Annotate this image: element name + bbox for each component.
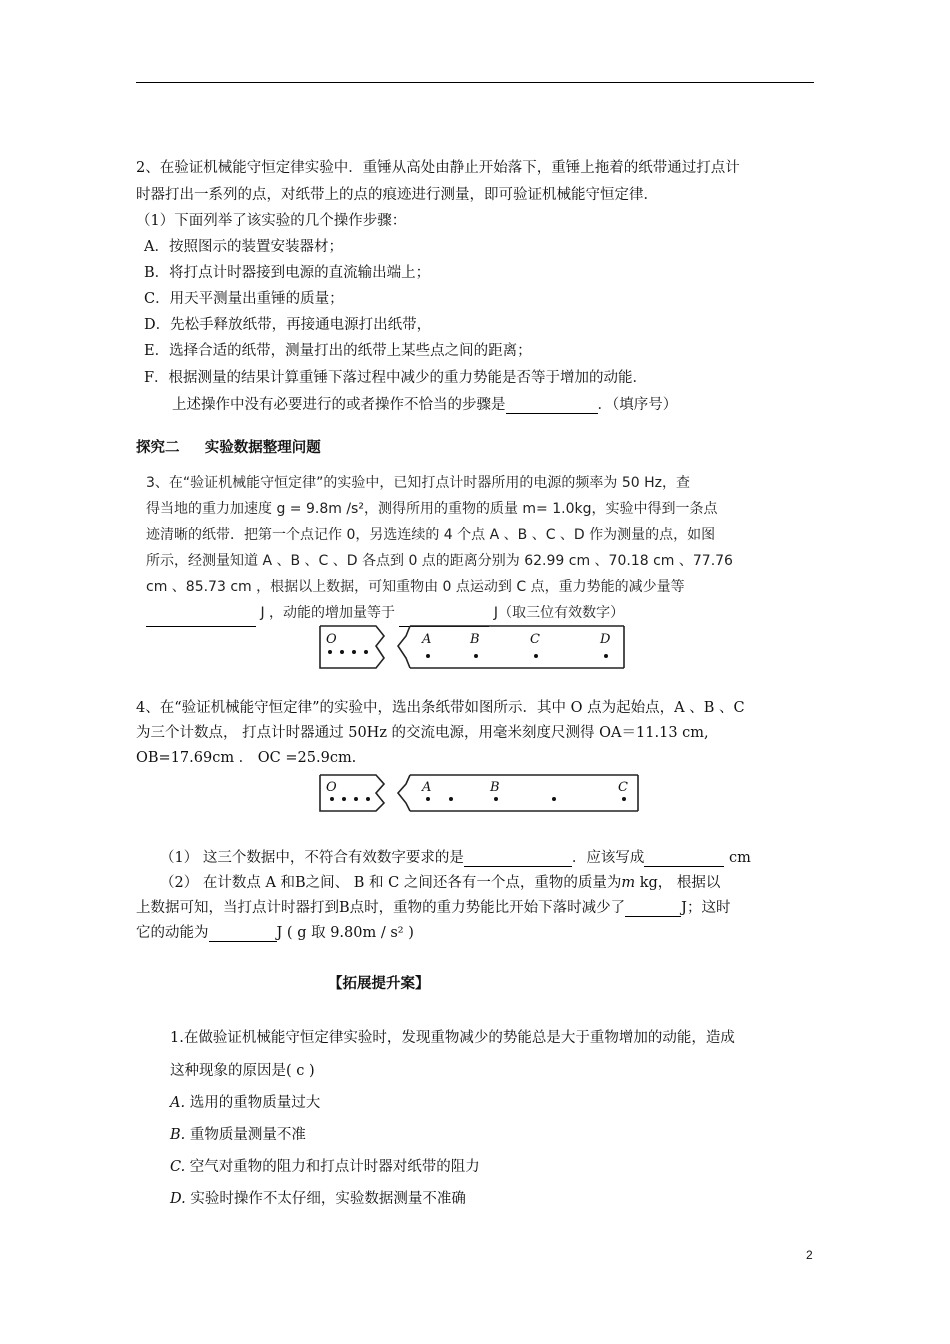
tape2-label-b: B	[490, 780, 500, 795]
q4-sub2-line1	[160, 871, 720, 892]
q4-sub2-line3-end: J ( g 取 9.80m / s² )	[276, 925, 414, 941]
q4-sub2-line2-text: 上数据可知，当打点计时器打到B点时，重物的重力势能比开始下落时减少了	[136, 900, 626, 916]
section-heading	[136, 436, 321, 457]
q2-step-a: A．按照图示的装置安装器材；	[144, 239, 343, 255]
ext-q1-line1: 1.在做验证机械能守恒定律实验时，发现重物减少的势能总是大于重物增加的动能，造成	[170, 1030, 735, 1046]
q2-step-d: D．先松手释放纸带，再接通电源打出纸带，	[144, 317, 432, 333]
tape-figure-2	[318, 773, 642, 813]
tape2-dot	[354, 797, 358, 801]
q4-line2: 为三个计数点， 打点计时器通过 50Hz 的交流电源，用毫米刻度尺测得 OA＝11.13 cm,	[136, 725, 709, 741]
tape1-label-b: B	[470, 632, 480, 647]
tape2-label-c: C	[618, 780, 628, 795]
section-title: 实验数据整理问题	[204, 440, 321, 456]
tape1-label-d: D	[600, 632, 611, 647]
ext-option-b	[170, 1123, 306, 1144]
tape1-dot-d	[604, 654, 608, 658]
q4-sub2-line2-end: J；这时	[681, 900, 731, 916]
ext-option-a-letter: A.	[170, 1095, 186, 1111]
q2-step-c: C．用天平测量出重锤的质量；	[144, 291, 344, 307]
tape1-label-c: C	[530, 632, 540, 647]
tape2-dot-c	[622, 797, 626, 801]
tape1-label-o: O	[326, 632, 337, 647]
q3-scanned-text	[146, 470, 786, 627]
q3-last-mid: J ，动能的增加量等于	[256, 605, 400, 621]
q3-blank-kinetic[interactable]	[399, 600, 489, 627]
q4-sub1-mid: ．应该写成	[571, 850, 645, 866]
q3-line: 所示，经测量知道 A 、B 、C 、D 各点到 0 点的距离分别为 62.99 cm 、70.18 cm 、77.76	[146, 553, 733, 569]
q4-line1: 4、在“验证机械能守恒定律”的实验中，选出条纸带如图所示．其中 O 点为起始点，A 、B 、C	[136, 700, 745, 716]
header-rule	[136, 82, 814, 83]
ext-option-a	[170, 1091, 320, 1112]
tape1-dot	[364, 650, 368, 654]
tape2-dot	[342, 797, 346, 801]
q4-sub1-text: （1） 这三个数据中，不符合有效数字要求的是	[160, 850, 464, 866]
tape-figure-1	[318, 624, 628, 670]
ext-option-b-letter: B.	[170, 1127, 186, 1143]
ext-option-c-text: 空气对重物的阻力和打点计时器对纸带的阻力	[189, 1159, 480, 1175]
tape2-dot	[449, 797, 453, 801]
q4-mass-symbol: m	[621, 875, 636, 891]
extension-title: 【拓展提升案】	[328, 976, 430, 992]
q2-question-end: ．（填序号）	[597, 397, 678, 413]
q3-line: 迹清晰的纸带．把第一个点记作 0，另选连续的 4 个点 A 、B 、C 、D 作为测量的点，如图	[146, 527, 716, 543]
ext-option-d-text: 实验时操作不太仔细，实验数据测量不准确	[190, 1191, 466, 1207]
tape1-label-a: A	[422, 632, 432, 647]
q2-step-e: E．选择合适的纸带，测量打出的纸带上某些点之间的距离；	[144, 343, 532, 359]
ext-option-a-text: 选用的重物质量过大	[189, 1095, 321, 1111]
q2-line2: 时器打出一系列的点，对纸带上的点的痕迹进行测量，即可验证机械能守恒定律．	[136, 187, 658, 203]
q4-sub2-line3-text: 它的动能为	[136, 925, 209, 941]
q4-sub2-line2	[136, 896, 730, 917]
tape2-dot	[366, 797, 370, 801]
ext-option-b-text: 重物质量测量不准	[189, 1127, 306, 1143]
q3-line: cm 、85.73 cm ，根据以上数据，可知重物由 0 点运动到 C 点，重力势能的减少量等	[146, 579, 685, 595]
tape1-dot	[328, 650, 332, 654]
q2-line1: 2、在验证机械能守恒定律实验中．重锤从高处由静止开始落下，重锤上拖着的纸带通过打点计	[136, 160, 740, 176]
tape2-label-o: O	[326, 780, 337, 795]
tape2-dot	[330, 797, 334, 801]
q3-last-end: J（取三位有效数字）	[489, 605, 625, 621]
q2-question-text: 上述操作中没有必要进行的或者操作不恰当的步骤是	[172, 397, 506, 413]
ext-option-d	[170, 1187, 466, 1208]
tape1-dot-a	[426, 654, 430, 658]
tape1-dot	[340, 650, 344, 654]
q4-kinetic-blank[interactable]	[209, 925, 277, 942]
tape1-dot-c	[534, 654, 538, 658]
tape1-dot	[352, 650, 356, 654]
q4-sub1-unit: cm	[724, 850, 751, 866]
q2-question	[172, 393, 677, 414]
ext-q1-line2: 这种现象的原因是( c )	[170, 1063, 315, 1079]
section-label: 探究二	[136, 440, 180, 456]
tape1-dot-b	[474, 654, 478, 658]
ext-option-c	[170, 1155, 480, 1176]
tape2-dot	[552, 797, 556, 801]
q4-sub1	[160, 846, 751, 867]
page-number: 2	[806, 1248, 813, 1262]
tape2-dot-b	[494, 797, 498, 801]
q4-sub2-text-post: kg， 根据以	[635, 875, 721, 891]
q2-intro: （1）下面列举了该实验的几个操作步骤：	[136, 213, 407, 229]
q4-line3: OB=17.69cm ． OC =25.9cm.	[136, 750, 357, 766]
q4-potential-blank[interactable]	[625, 900, 681, 917]
q4-sub1-blank-1[interactable]	[464, 850, 572, 867]
q3-last-line	[146, 600, 786, 627]
tape2-label-a: A	[422, 780, 432, 795]
q2-step-b: B．将打点计时器接到电源的直流输出端上；	[144, 265, 431, 281]
tape2-dot-a	[426, 797, 430, 801]
q3-blank-potential[interactable]	[146, 600, 256, 627]
q2-step-f: F．根据测量的结果计算重锤下落过程中减少的重力势能是否等于增加的动能．	[144, 370, 648, 386]
ext-option-c-letter: C.	[170, 1159, 186, 1175]
q3-line: 得当地的重力加速度 g = 9.8m /s²，测得所用的重物的质量 m= 1.0kg，实验中得到一条点	[146, 501, 718, 517]
q4-sub1-blank-2[interactable]	[644, 850, 724, 867]
q3-line: 3、在“验证机械能守恒定律”的实验中，已知打点计时器所用的电源的频率为 50 Hz，查	[146, 475, 691, 491]
q4-sub2-line3	[136, 921, 414, 942]
ext-option-d-letter: D.	[170, 1191, 186, 1207]
q2-answer-blank[interactable]	[506, 397, 598, 414]
q4-sub2-text: （2） 在计数点 A 和B之间、 B 和 C 之间还各有一个点，重物的质量为	[160, 875, 622, 891]
